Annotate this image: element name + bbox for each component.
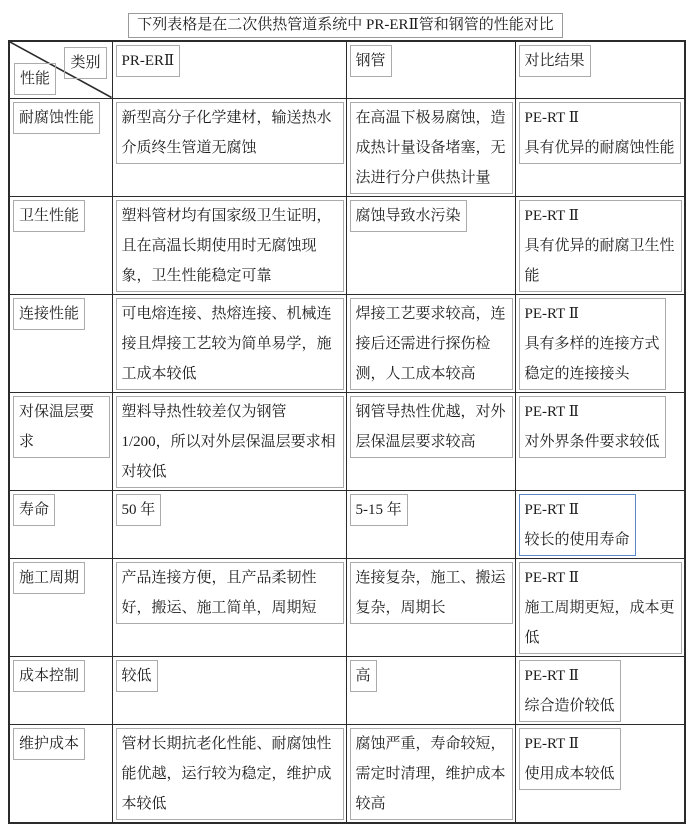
steel-text-frame[interactable]: 焊接工艺要求较高，连接后还需进行探伤检测，人工成本较高 [350, 298, 513, 390]
result-line: 具有优异的耐腐卫生性能 [524, 237, 675, 284]
corner-label-category-frame[interactable]: 类别 [64, 47, 106, 79]
category-cell [9, 656, 112, 724]
result-line: PE-RT Ⅱ [524, 501, 579, 518]
result-line: PE-RT Ⅱ [524, 569, 579, 586]
table-row-corrosion [9, 98, 685, 196]
category-cell [9, 490, 112, 558]
result-text-frame[interactable] [519, 562, 683, 654]
result-line: 综合造价较低 [524, 697, 615, 714]
result-cell [515, 294, 685, 392]
category-cell [9, 196, 112, 294]
table-row-cost-control [9, 656, 685, 724]
result-text-frame[interactable] [519, 102, 681, 164]
steel-text-frame[interactable]: 钢管导热性优越，对外层保温层要求较高 [350, 396, 513, 458]
comparison-table [8, 40, 686, 824]
pr-er-cell [112, 656, 346, 724]
pr-er-text-frame[interactable]: 50 年 [116, 494, 162, 526]
pr-er-cell [112, 98, 346, 196]
result-line: PE-RT Ⅱ [524, 667, 579, 684]
steel-cell [346, 294, 515, 392]
steel-text-frame[interactable]: 腐蚀导致水污染 [350, 200, 467, 232]
column-header-steel [346, 41, 515, 98]
table-row-hygiene [9, 196, 685, 294]
category-frame[interactable]: 耐腐蚀性能 [13, 102, 100, 134]
result-text-frame[interactable] [519, 200, 683, 292]
result-cell [515, 490, 685, 558]
steel-cell [346, 490, 515, 558]
result-cell [515, 558, 685, 656]
category-frame[interactable]: 寿命 [13, 494, 55, 526]
category-frame[interactable]: 成本控制 [13, 660, 85, 692]
result-line: 对外界条件要求较低 [524, 433, 660, 450]
result-text-frame[interactable] [519, 298, 666, 390]
pr-er-text-frame[interactable]: 管材长期抗老化性能、耐腐蚀性能优越，运行较为稳定，维护成本较低 [116, 728, 344, 820]
pr-er-text-frame[interactable]: 可电熔连接、热熔连接、机械连接且焊接工艺较为简单易学，施工成本较低 [116, 298, 344, 390]
result-cell [515, 656, 685, 724]
result-cell [515, 392, 685, 490]
pr-er-text-frame[interactable]: 塑料管材均有国家级卫生证明，且在高温长期使用时无腐蚀现象，卫生性能稳定可靠 [116, 200, 344, 292]
result-line: 具有优异的耐腐蚀性能 [524, 139, 675, 156]
pr-er-text-frame[interactable]: 塑料导热性较差仅为钢管 1/200，所以对外层保温层要求相对较低 [116, 396, 344, 488]
category-frame[interactable]: 施工周期 [13, 562, 85, 594]
result-line: 稳定的连接接头 [524, 365, 630, 382]
result-line: 较长的使用寿命 [524, 531, 630, 548]
pr-er-cell [112, 558, 346, 656]
pr-er-cell [112, 294, 346, 392]
header-row [9, 41, 685, 98]
result-cell [515, 724, 685, 823]
steel-text-frame[interactable]: 5-15 年 [350, 494, 408, 526]
table-row-connection [9, 294, 685, 392]
table-row-maintenance-cost [9, 724, 685, 823]
steel-cell [346, 98, 515, 196]
corner-header-cell [9, 41, 112, 98]
category-frame[interactable]: 对保温层要求 [13, 396, 110, 458]
result-line: PE-RT Ⅱ [524, 207, 579, 224]
table-row-lifespan [9, 490, 685, 558]
result-line: PE-RT Ⅱ [524, 735, 579, 752]
table-title: 下列表格是在二次供热管道系统中 PR-ERⅡ管和钢管的性能对比 [128, 13, 563, 38]
pr-er-text-frame[interactable]: 新型高分子化学建材，输送热水介质终生管道无腐蚀 [116, 102, 344, 164]
steel-text-frame[interactable]: 腐蚀严重，寿命较短，需定时清理，维护成本较高 [350, 728, 513, 820]
pr-er-text-frame[interactable]: 产品连接方便，且产品柔韧性好，搬运、施工简单，周期短 [116, 562, 344, 624]
column-header-pr-er [112, 41, 346, 98]
result-line: 施工周期更短，成本更低 [524, 599, 675, 646]
result-line: 具有多样的连接方式 [524, 335, 660, 352]
result-text-frame[interactable] [519, 660, 621, 722]
category-cell [9, 294, 112, 392]
steel-cell [346, 724, 515, 823]
selected-result-text-frame[interactable] [519, 494, 636, 556]
pr-er-text-frame[interactable]: 较低 [116, 660, 158, 692]
pr-er-cell [112, 392, 346, 490]
steel-text-frame[interactable]: 连接复杂，施工、搬运复杂，周期长 [350, 562, 513, 624]
result-line: 使用成本较低 [524, 765, 615, 782]
table-row-insulation [9, 392, 685, 490]
category-cell [9, 558, 112, 656]
corner-label-performance-frame[interactable]: 性能 [14, 63, 56, 95]
category-frame[interactable]: 连接性能 [13, 298, 85, 330]
result-line: PE-RT Ⅱ [524, 305, 579, 322]
pr-er-cell [112, 724, 346, 823]
pr-er-cell [112, 196, 346, 294]
category-frame[interactable]: 维护成本 [13, 728, 85, 760]
result-cell [515, 98, 685, 196]
category-cell [9, 392, 112, 490]
column-header-pr-er-frame[interactable]: PR-ERⅡ [116, 45, 181, 77]
table-row-construction-period [9, 558, 685, 656]
steel-cell [346, 558, 515, 656]
steel-text-frame[interactable]: 在高温下极易腐蚀，造成热计量设备堵塞，无法进行分户供热计量 [350, 102, 513, 194]
category-cell [9, 98, 112, 196]
result-line: PE-RT Ⅱ [524, 109, 579, 126]
steel-cell [346, 656, 515, 724]
category-cell [9, 724, 112, 823]
column-header-result-frame[interactable]: 对比结果 [519, 45, 591, 77]
steel-text-frame[interactable]: 高 [350, 660, 377, 692]
column-header-steel-frame[interactable]: 钢管 [350, 45, 392, 77]
pr-er-cell [112, 490, 346, 558]
steel-cell [346, 196, 515, 294]
result-text-frame[interactable] [519, 396, 666, 458]
result-cell [515, 196, 685, 294]
category-frame[interactable]: 卫生性能 [13, 200, 85, 232]
result-line: PE-RT Ⅱ [524, 403, 579, 420]
steel-cell [346, 392, 515, 490]
column-header-result [515, 41, 685, 98]
